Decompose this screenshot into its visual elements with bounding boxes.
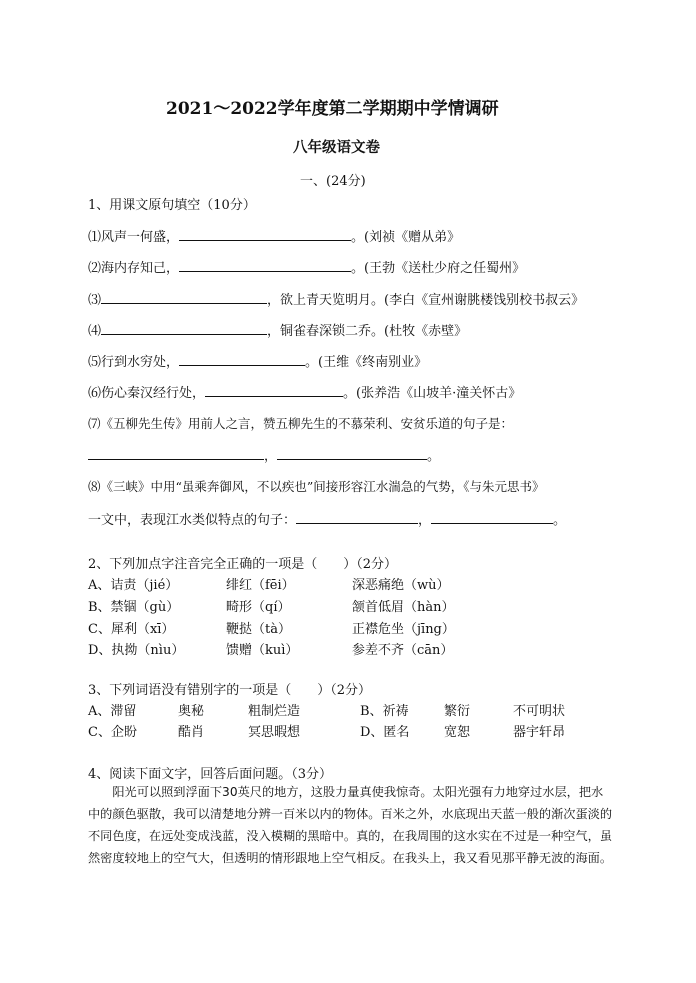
q1-item-3-prefix: ⑶: [88, 293, 102, 308]
answer-blank[interactable]: [179, 259, 351, 272]
q2-option-c: C、犀利（xī）: [88, 622, 175, 637]
q1-item-2-prefix: ⑵海内存知己，: [88, 261, 180, 276]
q3-option-a-word2: 奥秘: [178, 704, 205, 719]
q2-option-a-word3: 深恶痛绝（wù）: [352, 578, 450, 593]
q3-option-d-word2: 宽恕: [444, 725, 471, 740]
q3-option-a-word3: 粗制烂造: [248, 704, 301, 719]
question-4-label: 4、阅读下面文字，回答后面问题。（3分）: [88, 767, 333, 782]
q1-item-5: [88, 351, 427, 370]
q2-option-d-word3: 参差不齐（cān）: [352, 643, 454, 658]
q2-option-b-word3: 颔首低眉（hàn）: [352, 600, 455, 615]
end-mark: 。: [427, 449, 441, 464]
q1-item-5-prefix: ⑸行到水穷处，: [88, 355, 180, 370]
q1-item-8-line2: 一文中，表现江水类似特点的句子：: [88, 513, 297, 528]
answer-blank[interactable]: [277, 447, 427, 460]
page-subtitle: 八年级语文卷: [293, 139, 380, 156]
q1-item-4: [88, 320, 467, 339]
q2-option-b-word2: 畸形（qí）: [226, 600, 291, 615]
q1-item-5-suffix: 。(王维《终南别业》: [305, 355, 428, 370]
separator: ，: [418, 513, 432, 528]
q1-item-3: [88, 289, 584, 308]
q1-item-8-text: ⑻《三峡》中用“虽乘奔御风，不以疾也”间接形容江水湍急的气势，《与朱元思书》: [88, 479, 545, 494]
q2-option-c-word3: 正襟危坐（jīng）: [352, 622, 455, 637]
q3-option-b-word2: 繁衍: [444, 704, 471, 719]
q1-item-6-prefix: ⑹伤心秦汉经行处，: [88, 386, 206, 401]
q2-option-d-word2: 馈赠（kuì）: [226, 643, 299, 658]
q3-option-d-word3: 器宇轩昂: [513, 725, 566, 740]
answer-blank[interactable]: [101, 291, 267, 304]
q1-item-6-suffix: 。(张养浩《山坡羊·潼关怀古》: [343, 386, 522, 401]
q2-option-a: A、诘责（jié）: [88, 578, 179, 593]
q1-item-6: [88, 382, 521, 401]
q3-option-c-word3: 冥思暇想: [248, 725, 301, 740]
q1-item-2: [88, 257, 525, 276]
q1-item-7-text: ⑺《五柳先生传》用前人之言，赞五柳先生的不慕荣利、安贫乐道的句子是：: [88, 416, 514, 431]
q3-option-d: D、匿名: [360, 725, 410, 740]
question-2-label: 2、下列加点字注音完全正确的一项是（ ）（2分）: [88, 557, 398, 572]
q1-item-1: [88, 226, 460, 245]
answer-blank[interactable]: [431, 511, 553, 524]
reading-passage: 阳光可以照到浮面下30英尺的地方，这股力量真使我惊奇。太阳光强有力地穿过水层，把水中的颜色驱散，我可以清楚地分辨一百米以内的物体。百米之外，水底现出天蓝一般的渐次蛋淡的不同色度，在远处变成浅蓝，没入模糊的黑暗中。真的，在我周围的这水实在不过是一种空气，虽然密度较地上的空气大，但透明的情形跟地上空气相反。在我头上，我又看见那平静无波的海面。: [88, 785, 613, 865]
page-title: 2021～2022学年度第二学期期中学情调研: [166, 99, 499, 119]
section-heading: 一、(24分): [300, 174, 366, 189]
separator: ，: [264, 449, 278, 464]
question-3-label: 3、下列词语没有错别字的一项是（ ）（2分）: [88, 683, 372, 698]
answer-blank[interactable]: [179, 353, 305, 366]
q1-item-8-answer-line: [88, 509, 566, 528]
q3-option-b-word3: 不可明状: [513, 704, 566, 719]
answer-blank[interactable]: [296, 511, 418, 524]
q2-option-b: B、禁锢（gù）: [88, 600, 180, 615]
q1-item-4-suffix: ，铜雀春深锁二乔。(杜牧《赤壁》: [267, 324, 468, 339]
q1-item-3-suffix: ，欲上青天览明月。(李白《宣州谢朓楼饯别校书叔云》: [267, 293, 585, 308]
answer-blank[interactable]: [205, 384, 343, 397]
answer-blank[interactable]: [179, 228, 351, 241]
q3-option-c-word2: 酷肖: [178, 725, 205, 740]
q2-option-a-word2: 绯红（fēi）: [226, 578, 295, 593]
answer-blank[interactable]: [88, 447, 264, 460]
q2-option-c-word2: 鞭挞（tà）: [226, 622, 291, 637]
q1-item-2-suffix: 。(王勃《送杜少府之任蜀州》: [351, 261, 526, 276]
q3-option-b: B、祈祷: [360, 704, 409, 719]
end-mark: 。: [553, 513, 567, 528]
q1-item-7-answer-line: [88, 445, 440, 464]
answer-blank[interactable]: [101, 322, 267, 335]
question-1-label: 1、用课文原句填空（10分）: [88, 198, 256, 213]
q1-item-1-suffix: 。(刘祯《赠从弟》: [351, 230, 461, 245]
q3-option-c: C、企盼: [88, 725, 137, 740]
q1-item-4-prefix: ⑷: [88, 324, 102, 339]
q3-option-a: A、滞留: [88, 704, 137, 719]
q2-option-d: D、执拗（nìu）: [88, 643, 185, 658]
q1-item-1-prefix: ⑴风声一何盛，: [88, 230, 180, 245]
